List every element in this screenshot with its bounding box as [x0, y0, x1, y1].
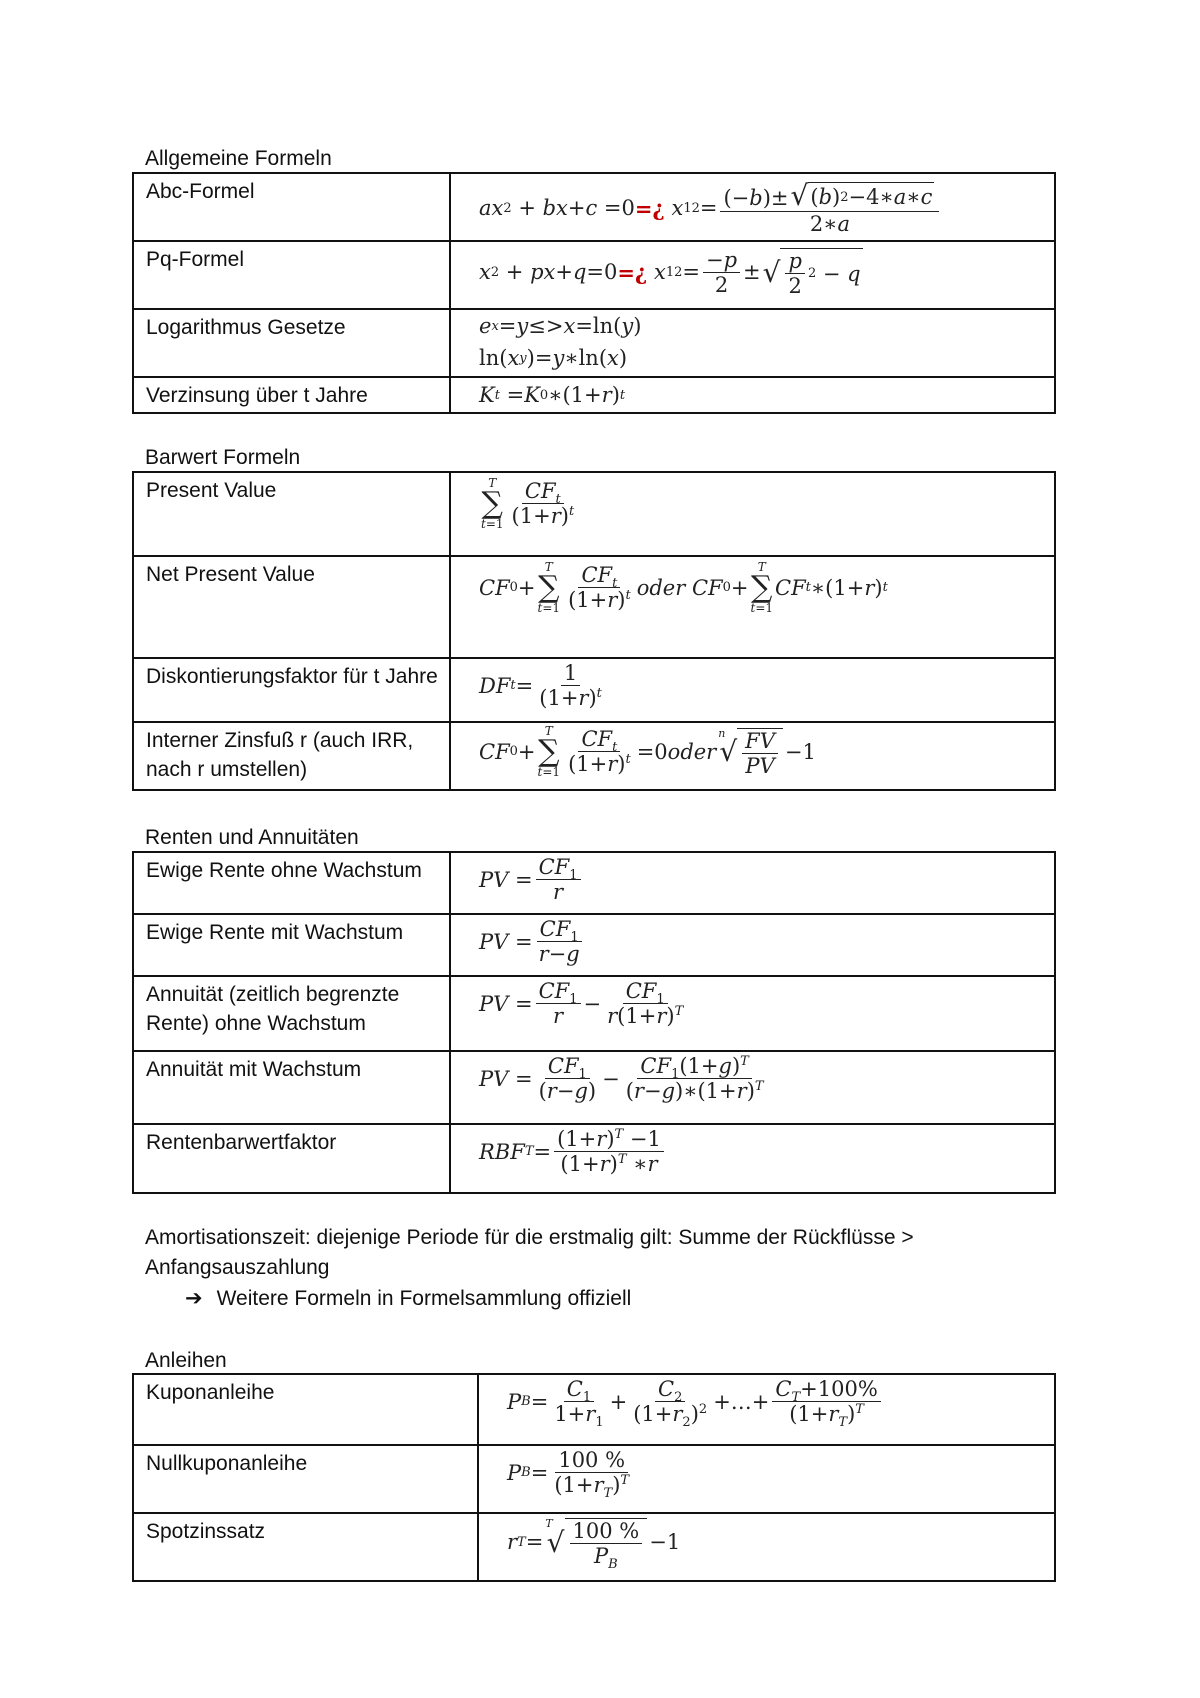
general-formulas-table [132, 172, 1056, 414]
formula-irr: CF 0 + T ∑ t=1 $\frac{CF_t}{(1+r)^t}$ =0 oder n √ $\frac{FV}{PV}$ −1 [450, 722, 1055, 790]
formula-perpetuity-growth: PV = $\frac{CF_1}{r-g}$ [450, 914, 1055, 976]
formula-annuity-growth: PV = $\frac{CF_1}{(r-g)}$ − $\frac{CF_1(1+g)^T}{(r-g)∗(1+r)^T}$ [450, 1051, 1055, 1124]
amortization-note-text: Weitere Formeln in Formelsammlung offiziell [216, 1287, 632, 1310]
row-label-coupon-bond: Kuponanleihe [133, 1374, 478, 1445]
row-label-rbf: Rentenbarwertfaktor [133, 1124, 450, 1193]
formula-pv: T ∑ t=1 $\frac{CF_t}{(1+r)^t}$ [450, 472, 1055, 556]
row-label-perpetuity-growth: Ewige Rente mit Wachstum [133, 914, 450, 976]
formula-npv: CF 0 + T ∑ t=1 $\frac{CF_t}{(1+r)^t}$ oder CF 0 + T ∑ t=1 CF t ∗(1+ r ) t [450, 556, 1055, 658]
formula-df: DF t = $\frac{1}{(1+r)^t}$ [450, 658, 1055, 722]
row-label-pv: Present Value [133, 472, 450, 556]
table-row [133, 722, 1055, 790]
formula-annuity: PV = $\frac{CF_1}{r}$ − $\frac{CF_1}{r(1+r)^T}$ [450, 976, 1055, 1051]
table-row [133, 1374, 1055, 1445]
section-title-annuities: Renten und Annuitäten [145, 826, 359, 849]
formula-interest: K t = K 0 ∗(1+ r ) t [450, 377, 1055, 413]
amortization-text: Amortisationszeit: diejenige Periode für die erstmalig gilt: Summe der Rückflüsse > Anfangsauszahlung [145, 1226, 914, 1279]
formula-rbf: RBF T = $\frac{(1+r)^T -1}{(1+r)^T ∗r}$ [450, 1124, 1055, 1193]
row-label-npv: Net Present Value [133, 556, 450, 658]
formula-spot-rate: r T = T √ $\frac{100 \%}{P_B}$ −1 [478, 1513, 1055, 1581]
formula-abc: ax 2 + bx+c =0 =¿ x 12 = (−b)± √ ( b ) 2 −4∗ a ∗ c 2∗a [450, 173, 1055, 241]
bonds-table [132, 1373, 1056, 1582]
row-label-df: Diskontierungsfaktor für t Jahre [133, 658, 450, 722]
table-row [133, 852, 1055, 914]
table-row [133, 914, 1055, 976]
row-label-zero-bond: Nullkuponanleihe [133, 1445, 478, 1513]
section-title-present-value: Barwert Formeln [145, 446, 301, 469]
row-label-perpetuity: Ewige Rente ohne Wachstum [133, 852, 450, 914]
formula-log: e x = y ≤> x =ln( y ) ln( x y )= y ∗ln( x ) [450, 309, 1055, 377]
row-label-interest: Verzinsung über t Jahre [133, 377, 450, 413]
section-title-general: Allgemeine Formeln [145, 147, 332, 170]
row-label-pq: Pq-Formel [133, 241, 450, 309]
arrow-right-icon: ➔ [185, 1286, 203, 1310]
amortization-note [185, 1283, 631, 1314]
table-row [133, 377, 1055, 413]
row-label-annuity: Annuität (zeitlich begrenzte Rente) ohne Wachstum [133, 976, 450, 1051]
annuities-table [132, 851, 1056, 1194]
table-row [133, 472, 1055, 556]
row-label-log: Logarithmus Gesetze [133, 309, 450, 377]
row-label-spot-rate: Spotzinssatz [133, 1513, 478, 1581]
table-row [133, 309, 1055, 377]
row-label-annuity-growth: Annuität mit Wachstum [133, 1051, 450, 1124]
section-title-bonds: Anleihen [145, 1349, 227, 1372]
table-row [133, 1445, 1055, 1513]
table-row [133, 1513, 1055, 1581]
row-label-irr: Interner Zinsfuß r (auch IRR, nach r umstellen) [133, 722, 450, 790]
row-label-abc: Abc-Formel [133, 173, 450, 241]
table-row [133, 1124, 1055, 1193]
table-row [133, 976, 1055, 1051]
present-value-table [132, 471, 1056, 791]
table-row [133, 556, 1055, 658]
formula-coupon-bond: P B = $\frac{C_1}{1+r_1}$ + $\frac{C_2}{(1+r_2)^2}$ + … + $\frac{C_T+100\%}{(1+r_T)^T}$ [478, 1374, 1055, 1445]
formula-perpetuity: PV = $\frac{CF_1}{r}$ [450, 852, 1055, 914]
formula-pq: x 2 + px+q =0 =¿ x 12 = $\frac{-p}{2}$ ± √ $\frac{p}{2}$ 2 − q [450, 241, 1055, 309]
table-row [133, 658, 1055, 722]
table-row [133, 241, 1055, 309]
table-row [133, 173, 1055, 241]
formula-zero-bond: P B = $\frac{100 \%}{(1+r_T)^T}$ [478, 1445, 1055, 1513]
table-row [133, 1051, 1055, 1124]
